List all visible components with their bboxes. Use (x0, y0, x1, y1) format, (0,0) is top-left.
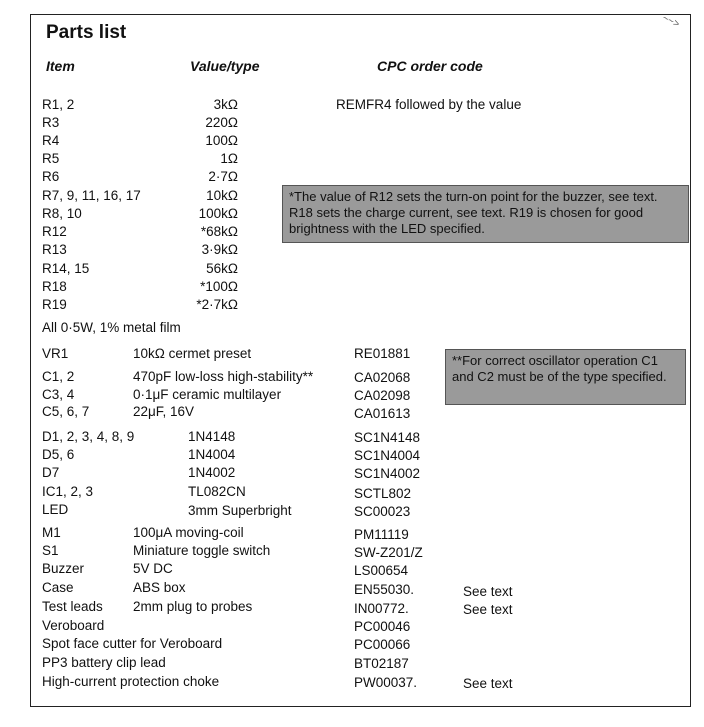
part-code: BT02187 (354, 656, 409, 671)
part-item: IC1, 2, 3 (42, 484, 94, 499)
part-value: ABS box (133, 580, 186, 595)
part-item: C5, 6, 7 (42, 404, 90, 419)
part-code: SW-Z201/Z (354, 545, 423, 560)
resistor-value: 3kΩ (213, 97, 238, 112)
part-value: 1N4004 (188, 447, 236, 462)
resistor-value: 220Ω (205, 115, 238, 130)
part-item: M1 (42, 525, 61, 540)
header-item: Item (46, 58, 75, 74)
part-code: PW00037. (354, 675, 418, 690)
part-value: Miniature toggle switch (133, 543, 271, 558)
part-value: 470pF low-loss high-stability** (133, 369, 314, 384)
part-item: S1 (42, 543, 59, 558)
resistor-value: *68kΩ (200, 224, 238, 239)
resistor-item: R19 (42, 297, 67, 312)
resistor-item: R7, 9, 11, 16, 17 (42, 188, 141, 203)
resistor-note-box: *The value of R12 sets the turn-on point for the buzzer, see text. R18 sets the charge current, see text. R19 is chosen for good brightness with the LED specified. (282, 185, 689, 243)
part-item: PP3 battery clip lead (42, 655, 166, 670)
part-value: 10kΩ cermet preset (133, 346, 252, 361)
resistor-value: 1Ω (220, 151, 238, 166)
part-extra: See text (463, 602, 513, 617)
part-value: 1N4002 (188, 465, 236, 480)
part-code: LS00654 (354, 563, 409, 578)
part-code: PC00046 (354, 619, 411, 634)
part-extra: See text (463, 584, 513, 599)
part-code: EN55030. (354, 582, 415, 597)
resistor-item: R5 (42, 151, 60, 166)
part-code: SC00023 (354, 504, 411, 519)
resistor-item: R4 (42, 133, 60, 148)
part-item: Case (42, 580, 74, 595)
resistor-value: 3·9kΩ (201, 242, 238, 257)
part-item: Veroboard (42, 618, 105, 633)
part-value: 2mm plug to probes (133, 599, 253, 614)
resistor-order-code: REMFR4 followed by the value (336, 97, 522, 112)
part-item: C3, 4 (42, 387, 75, 402)
resistor-item: R8, 10 (42, 206, 82, 221)
part-item: D7 (42, 465, 60, 480)
part-value: 22μF, 16V (133, 404, 195, 419)
part-item: D5, 6 (42, 447, 75, 462)
resistor-value: 10kΩ (206, 188, 238, 203)
resistor-item: R18 (42, 279, 67, 294)
resistor-footnote: All 0·5W, 1% metal film (42, 320, 181, 335)
part-item: D1, 2, 3, 4, 8, 9 (42, 429, 135, 444)
part-code: RE01881 (354, 346, 411, 361)
resistor-item: R14, 15 (42, 261, 90, 276)
resistor-value: 100Ω (205, 133, 238, 148)
page-title: Parts list (46, 22, 127, 43)
part-item: C1, 2 (42, 369, 75, 384)
part-item: High-current protection choke (42, 674, 220, 689)
part-code: IN00772. (354, 601, 409, 616)
part-code: SC1N4002 (354, 466, 421, 481)
part-extra: See text (463, 676, 513, 691)
part-value: 3mm Superbright (188, 503, 292, 518)
part-code: PM11119 (354, 527, 409, 542)
part-item: VR1 (42, 346, 69, 361)
part-code: SCTL802 (354, 486, 412, 501)
part-code: CA02098 (354, 388, 411, 403)
resistor-item: R6 (42, 169, 60, 184)
part-code: CA01613 (354, 406, 411, 421)
resistor-item: R1, 2 (42, 97, 75, 112)
part-value: 5V DC (133, 561, 173, 576)
part-item: LED (42, 502, 69, 517)
resistor-value: *100Ω (200, 279, 238, 294)
header-value: Value/type (190, 58, 260, 74)
part-item: Spot face cutter for Veroboard (42, 636, 223, 651)
resistor-value: *2·7kΩ (196, 297, 238, 312)
part-code: SC1N4148 (354, 430, 421, 445)
part-item: Test leads (42, 599, 103, 614)
part-code: CA02068 (354, 370, 411, 385)
resistor-value: 2·7Ω (208, 169, 238, 184)
resistor-value: 100kΩ (198, 206, 238, 221)
resistor-value: 56kΩ (206, 261, 238, 276)
capacitor-note-box: **For correct oscillator operation C1 and C2 must be of the type specified. (445, 349, 686, 405)
scan-mark: ~~> (660, 12, 682, 31)
resistor-item: R13 (42, 242, 67, 257)
resistor-item: R3 (42, 115, 60, 130)
part-value: 0·1μF ceramic multilayer (133, 387, 282, 402)
resistor-item: R12 (42, 224, 67, 239)
part-value: 1N4148 (188, 429, 236, 444)
part-value: TL082CN (188, 484, 246, 499)
part-code: SC1N4004 (354, 448, 421, 463)
header-code: CPC order code (377, 58, 483, 74)
part-item: Buzzer (42, 561, 85, 576)
part-code: PC00066 (354, 637, 411, 652)
part-value: 100μA moving-coil (133, 525, 244, 540)
